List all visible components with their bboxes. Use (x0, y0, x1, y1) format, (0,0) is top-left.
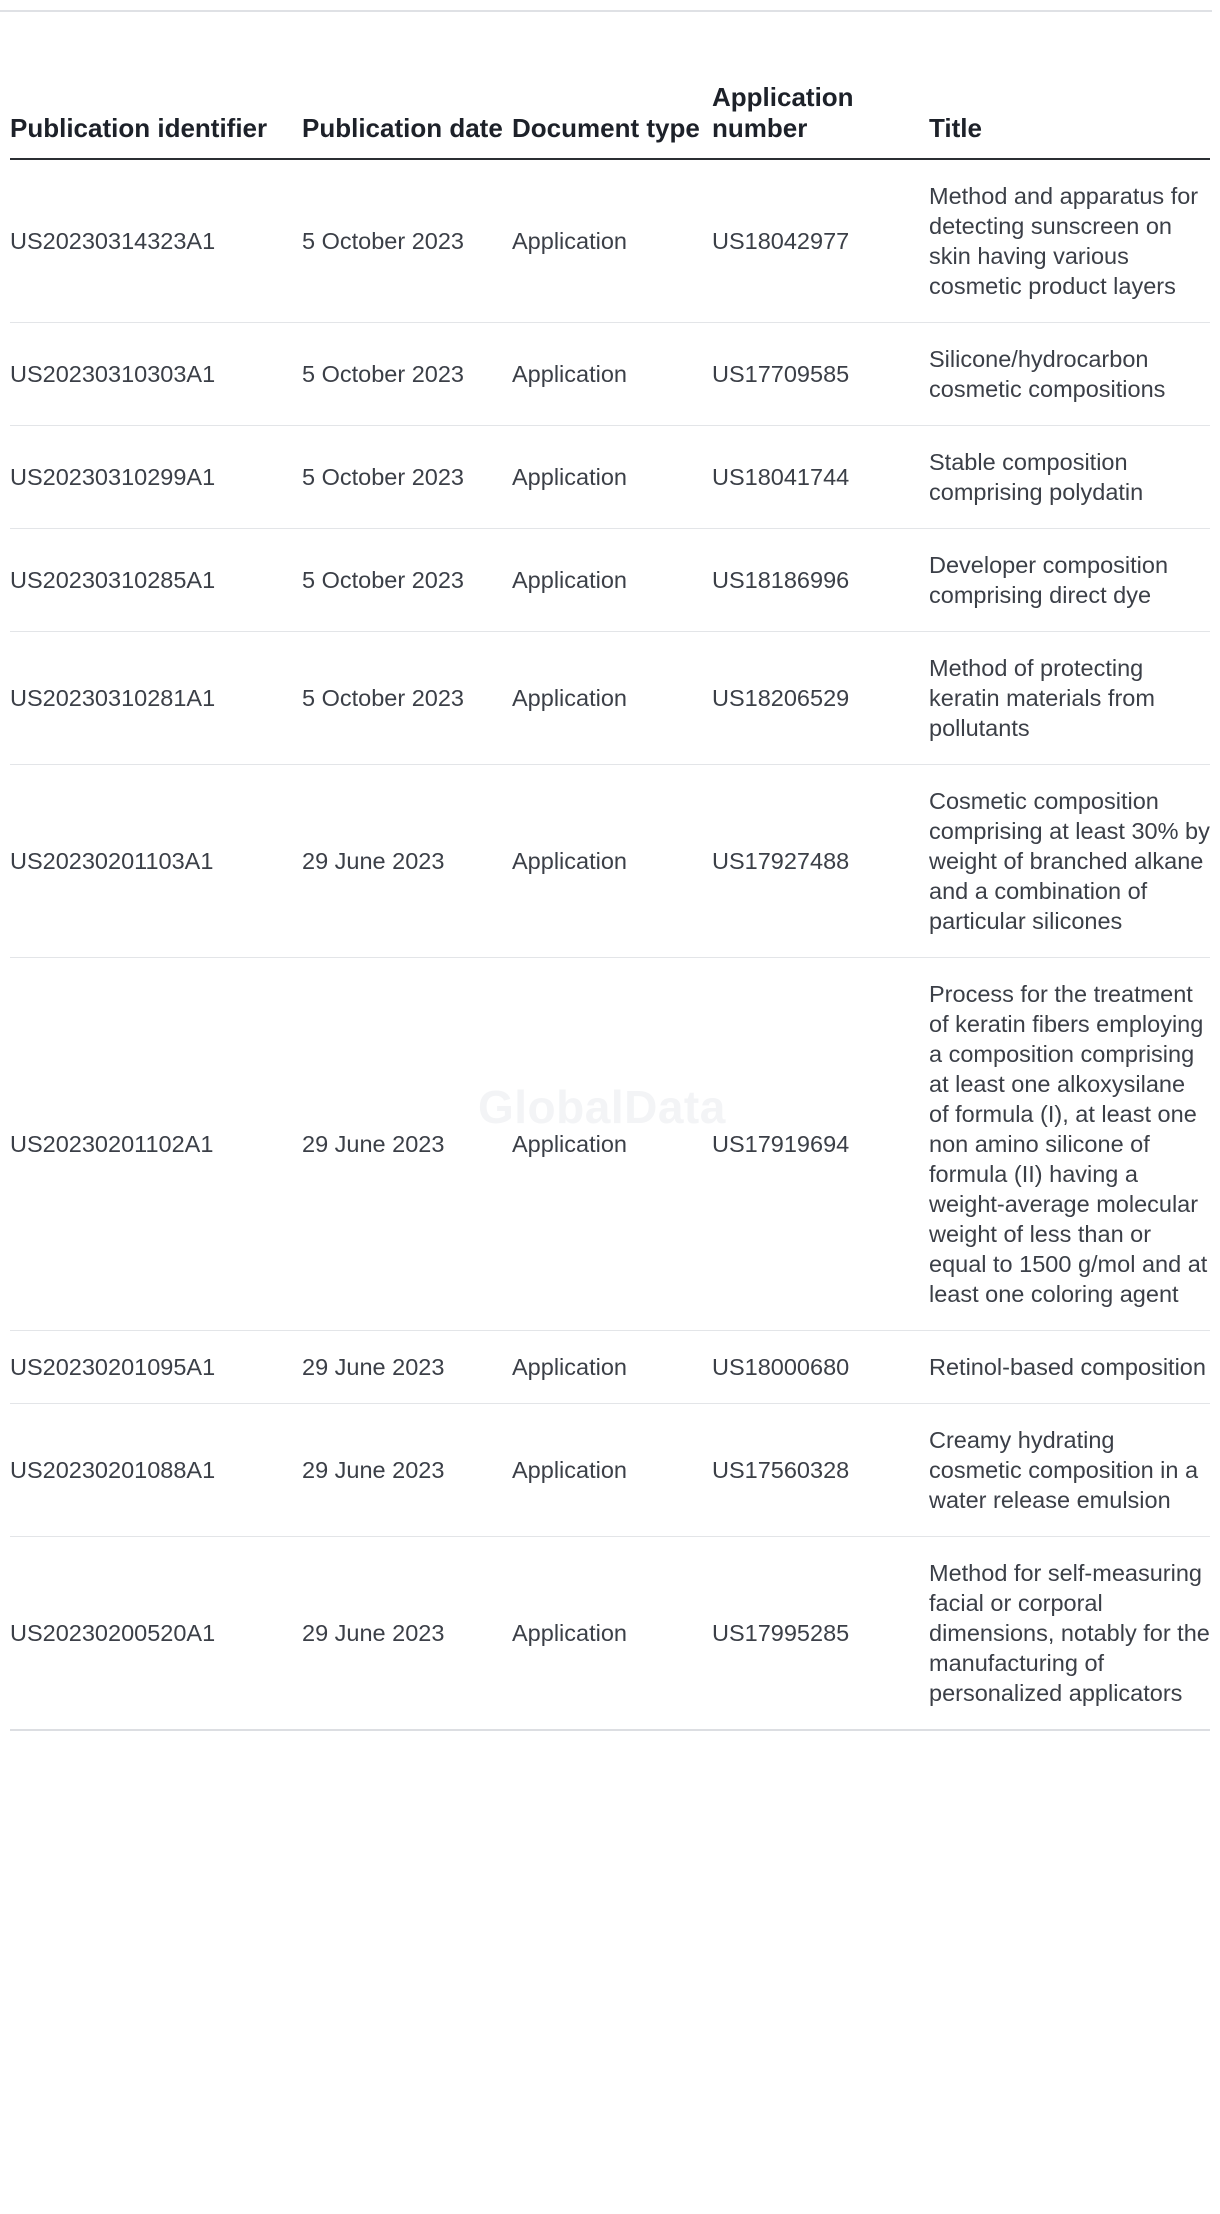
publication-date-cell: 5 October 2023 (302, 632, 512, 765)
document-type-cell: Application (512, 1404, 712, 1537)
title-cell: Method for self-measuring facial or corporal dimensions, notably for the manufacturing of personalized applicators (929, 1537, 1210, 1731)
header-publication-identifier: Publication identifier (10, 70, 302, 159)
publication-date-cell: 29 June 2023 (302, 765, 512, 958)
document-type-cell: Application (512, 529, 712, 632)
patent-publications-table (10, 70, 1210, 1731)
table-row (10, 632, 1210, 765)
table-row (10, 323, 1210, 426)
document-type-cell: Application (512, 632, 712, 765)
document-type-cell: Application (512, 159, 712, 323)
application-number-cell: US17927488 (712, 765, 929, 958)
publication-identifier-cell: US20230310303A1 (10, 323, 302, 426)
publication-identifier-cell: US20230201103A1 (10, 765, 302, 958)
table-row (10, 958, 1210, 1331)
application-number-cell: US18000680 (712, 1331, 929, 1404)
publication-date-cell: 29 June 2023 (302, 958, 512, 1331)
top-divider (0, 10, 1212, 12)
table-row (10, 1404, 1210, 1537)
application-number-cell: US17560328 (712, 1404, 929, 1537)
publication-identifier-cell: US20230200520A1 (10, 1537, 302, 1731)
document-type-cell: Application (512, 323, 712, 426)
title-cell: Developer composition comprising direct dye (929, 529, 1210, 632)
header-title: Title (929, 70, 1210, 159)
publication-date-cell: 5 October 2023 (302, 426, 512, 529)
header-publication-date: Publication date (302, 70, 512, 159)
table-row (10, 426, 1210, 529)
header-row (10, 70, 1210, 159)
application-number-cell: US18186996 (712, 529, 929, 632)
title-cell: Process for the treatment of keratin fibers employing a composition comprising at least one alkoxysilane of formula (I), at least one non amino silicone of formula (II) having a weight-average molecular weight of less than or equal to 1500 g/mol and at least one coloring agent (929, 958, 1210, 1331)
publication-identifier-cell: US20230201088A1 (10, 1404, 302, 1537)
title-cell: Creamy hydrating cosmetic composition in a water release emulsion (929, 1404, 1210, 1537)
publication-date-cell: 29 June 2023 (302, 1331, 512, 1404)
application-number-cell: US17709585 (712, 323, 929, 426)
document-type-cell: Application (512, 1331, 712, 1404)
application-number-cell: US17919694 (712, 958, 929, 1331)
document-type-cell: Application (512, 426, 712, 529)
document-type-cell: Application (512, 765, 712, 958)
application-number-cell: US18041744 (712, 426, 929, 529)
publication-date-cell: 29 June 2023 (302, 1537, 512, 1731)
globaldata-watermark: GlobalData (478, 1081, 726, 1133)
table-row (10, 1331, 1210, 1404)
document-type-cell: Application (512, 1537, 712, 1731)
publication-identifier-cell: US20230201095A1 (10, 1331, 302, 1404)
publication-identifier-cell: US20230310281A1 (10, 632, 302, 765)
header-document-type: Document type (512, 70, 712, 159)
publication-date-cell: 5 October 2023 (302, 159, 512, 323)
publication-date-cell: 5 October 2023 (302, 529, 512, 632)
application-number-cell: US18042977 (712, 159, 929, 323)
publication-identifier-cell: US20230310285A1 (10, 529, 302, 632)
header-application-number: Application number (712, 70, 929, 159)
title-cell: Retinol-based composition (929, 1331, 1210, 1404)
title-cell: Silicone/hydrocarbon cosmetic compositions (929, 323, 1210, 426)
table-row (10, 159, 1210, 323)
publication-identifier-cell: US20230314323A1 (10, 159, 302, 323)
publication-date-cell: 29 June 2023 (302, 1404, 512, 1537)
table-row (10, 765, 1210, 958)
publication-identifier-cell: US20230201102A1 (10, 958, 302, 1331)
title-cell: Method of protecting keratin materials from pollutants (929, 632, 1210, 765)
table-row (10, 529, 1210, 632)
title-cell: Cosmetic composition comprising at least 30% by weight of branched alkane and a combination of particular silicones (929, 765, 1210, 958)
table-row (10, 1537, 1210, 1731)
title-cell: Stable composition comprising polydatin (929, 426, 1210, 529)
publication-date-cell: 5 October 2023 (302, 323, 512, 426)
document-type-cell: Application (512, 958, 712, 1331)
application-number-cell: US18206529 (712, 632, 929, 765)
title-cell: Method and apparatus for detecting sunscreen on skin having various cosmetic product layers (929, 159, 1210, 323)
table-body (10, 159, 1210, 1730)
application-number-cell: US17995285 (712, 1537, 929, 1731)
table-header (10, 70, 1210, 159)
publication-identifier-cell: US20230310299A1 (10, 426, 302, 529)
